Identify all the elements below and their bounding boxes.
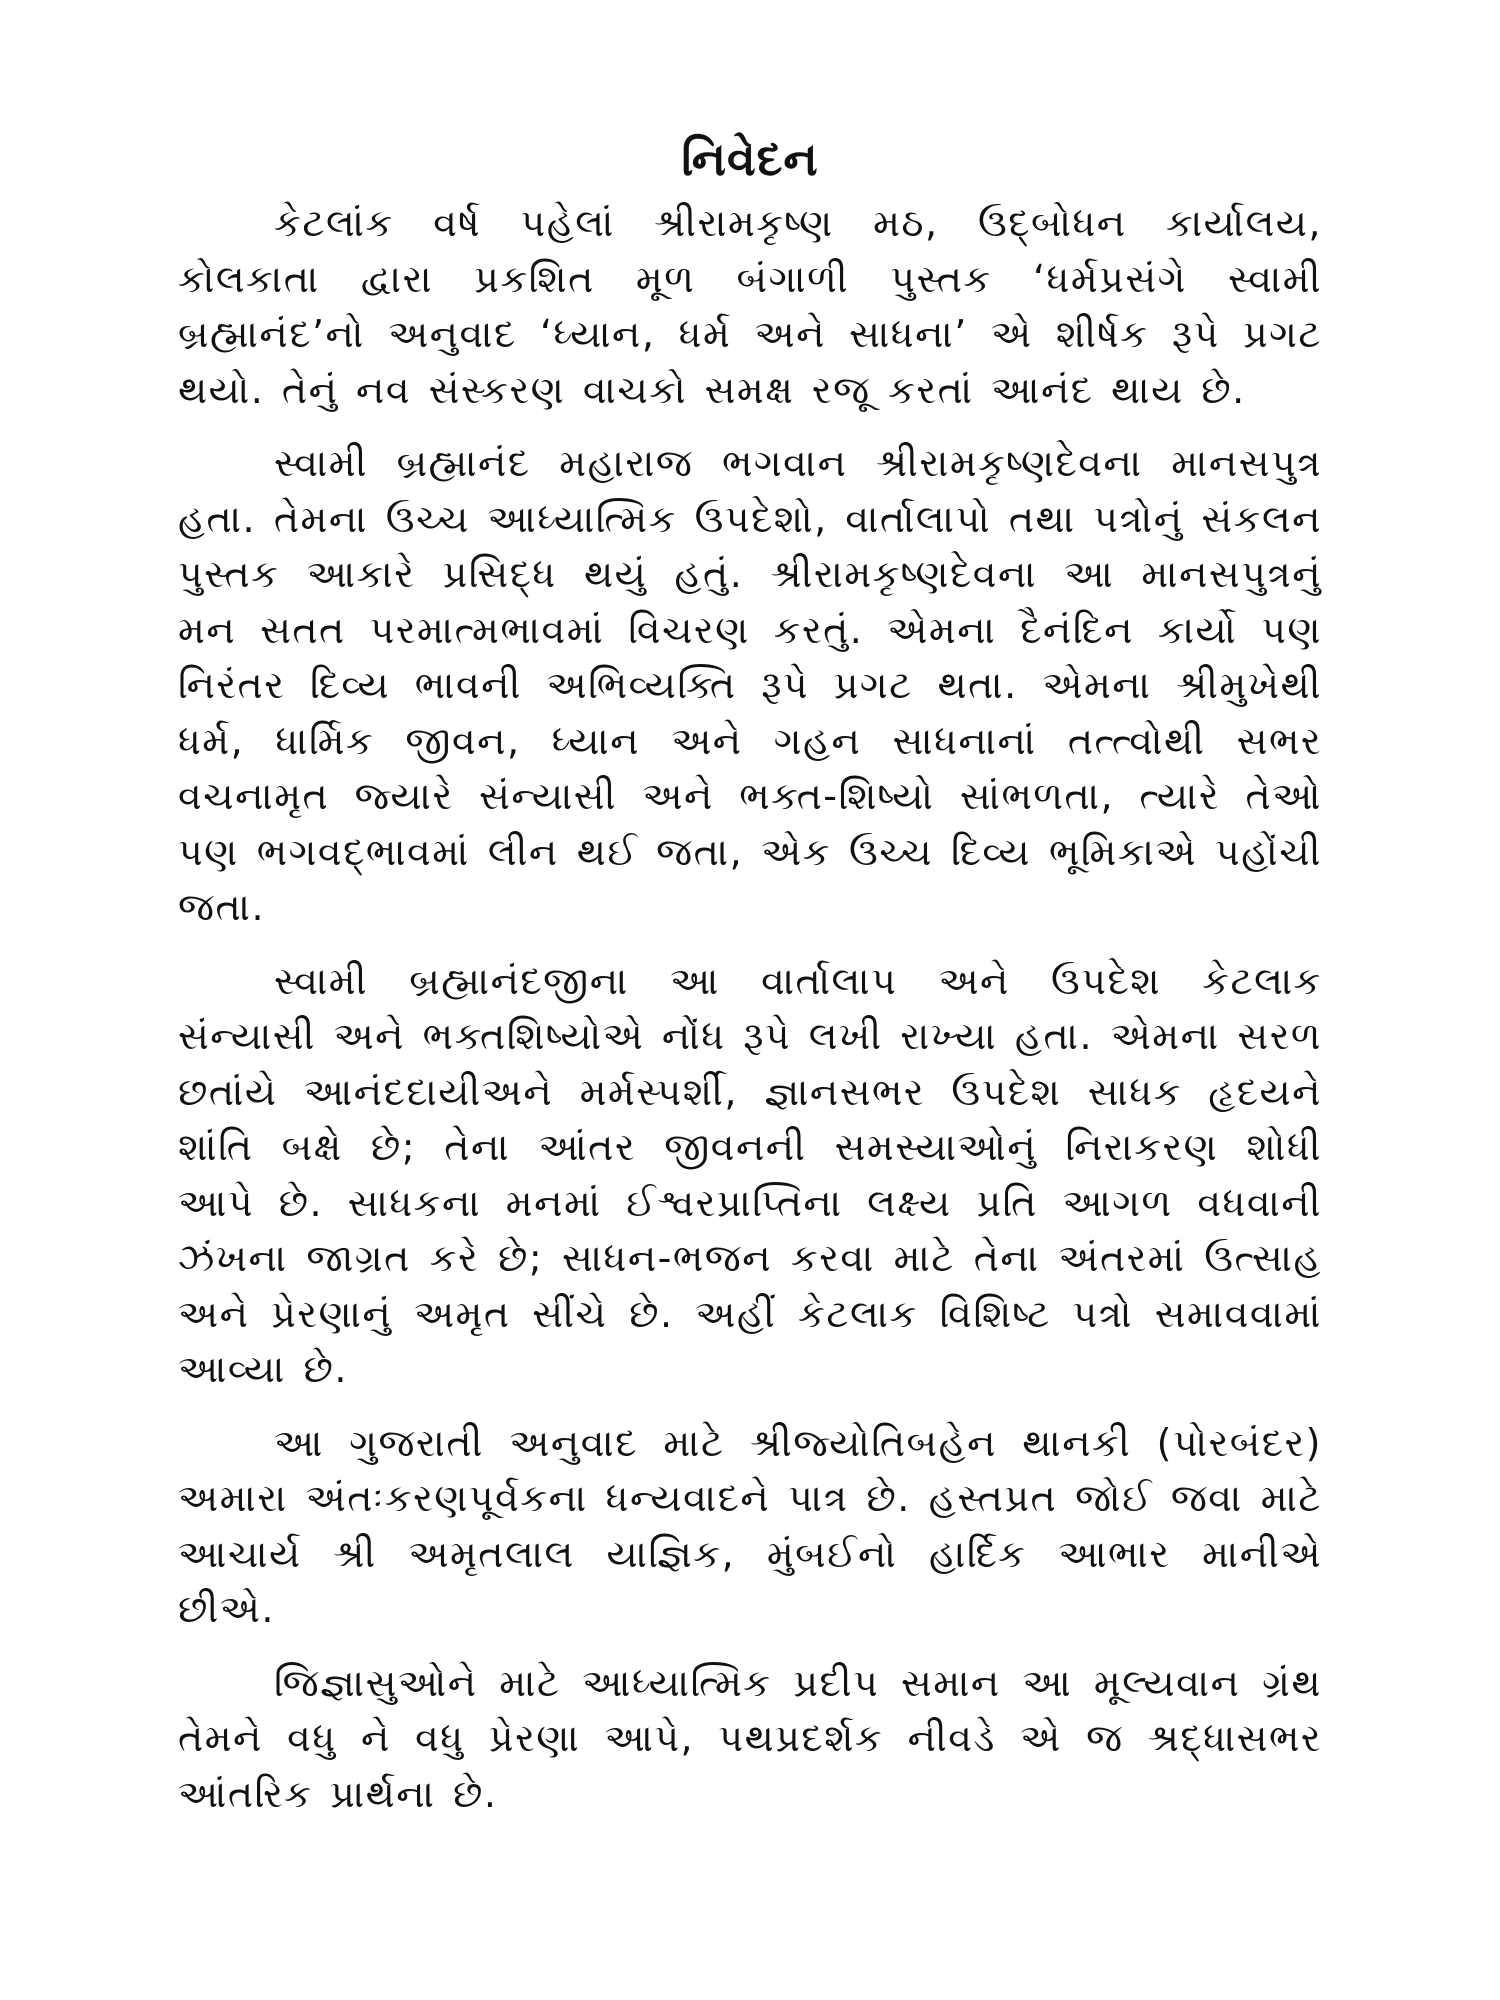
paragraph-2: સ્વામી બ્રહ્માનંદ મહારાજ ભગવાન શ્રીરામકૃષ્ણદેવના માનસપુત્ર હતા. તેમના ઉચ્ચ આધ્યાત્મિક ઉપદેશો, વાર્તાલાપો તથા પત્રોનું સંકલન પુસ્તક આકારે પ્રસિદ્ધ થયું હતું. શ્રીરામકૃષ્ણદેવના આ માનસપુત્રનું મન સતત પરમાત્મભાવમાં વિચરણ કરતું. એમના દૈનંદિન કાર્યો પણ નિરંતર દિવ્ય ભાવની અભિવ્યક્તિ રૂપે પ્રગટ થતા. એમના શ્રીમુખેથી ધર્મ, ધાર્મિક જીવન, ધ્યાન અને ગહન સાધનાનાં તત્ત્વોથી સભર વચનામૃત જ્યારે સંન્યાસી અને ભક્ત-શિષ્યો સાંભળતા, ત્યારે તેઓ પણ ભગવદ્ભાવમાં લીન થઈ જતા, એક ઉચ્ચ દિવ્ય ભૂમિકાએ પહોંચી જતા. [178, 441, 1322, 929]
document-page [178, 128, 1322, 1928]
paragraph-4: આ ગુજરાતી અનુવાદ માટે શ્રીજ્યોતિબહેન થાનકી (પોરબંદર) અમારા અંતઃકરણપૂર્વકના ધન્યવાદને પાત્ર છે. હસ્તપ્રત જોઈ જવા માટે આચાર્ય શ્રી અમૃતલાલ યાજ્ઞિક, મુંબઈનો હાર્દિક આભાર માનીએ છીએ. [178, 1420, 1322, 1631]
paragraph-1: કેટલાંક વર્ષ પહેલાં શ્રીરામકૃષ્ણ મઠ, ઉદ્બોધન કાર્યાલય, કોલકાતા દ્વારા પ્રકશિત મૂળ બંગાળી પુસ્તક ‘ધર્મપ્રસંગે સ્વામી બ્રહ્માનંદ’નો અનુવાદ ‘ધ્યાન, ધર્મ અને સાધના’ એ શીર્ષક રૂપે પ્રગટ થયો. તેનું નવ સંસ્કરણ વાચકો સમક્ષ રજૂ કરતાં આનંદ થાય છે. [178, 201, 1322, 412]
page-title: નિવેદન [681, 132, 819, 186]
paragraph-5: જિજ્ઞાસુઓને માટે આધ્યાત્મિક પ્રદીપ સમાન આ મૂલ્યવાન ગ્રંથ તેમને વધુ ને વધુ પ્રેરણા આપે, પથપ્રદર્શક નીવડે એ જ શ્રદ્ધાસભર આંતરિક પ્રાર્થના છે. [178, 1660, 1322, 1816]
paragraph-3: સ્વામી બ્રહ્માનંદજીના આ વાર્તાલાપ અને ઉપદેશ કેટલાક સંન્યાસી અને ભક્તશિષ્યોએ નોંધ રૂપે લખી રાખ્યા હતા. એમના સરળ છતાંયે આનંદદાયીઅને મર્મસ્પર્શી, જ્ઞાનસભર ઉપદેશ સાધક હૃદયને શાંતિ બક્ષે છે; તેના આંતર જીવનની સમસ્યાઓનું નિરાકરણ શોધી આપે છે. સાધકના મનમાં ઈશ્વરપ્રાપ્તિના લક્ષ્ય પ્રતિ આગળ વધવાની ઝંખના જાગ્રત કરે છે; સાધન-ભજન કરવા માટે તેના અંતરમાં ઉત્સાહ અને પ્રેરણાનું અમૃત સીંચે છે. અહીં કેટલાક વિશિષ્ટ પત્રો સમાવવામાં આવ્યા છે. [178, 958, 1322, 1391]
